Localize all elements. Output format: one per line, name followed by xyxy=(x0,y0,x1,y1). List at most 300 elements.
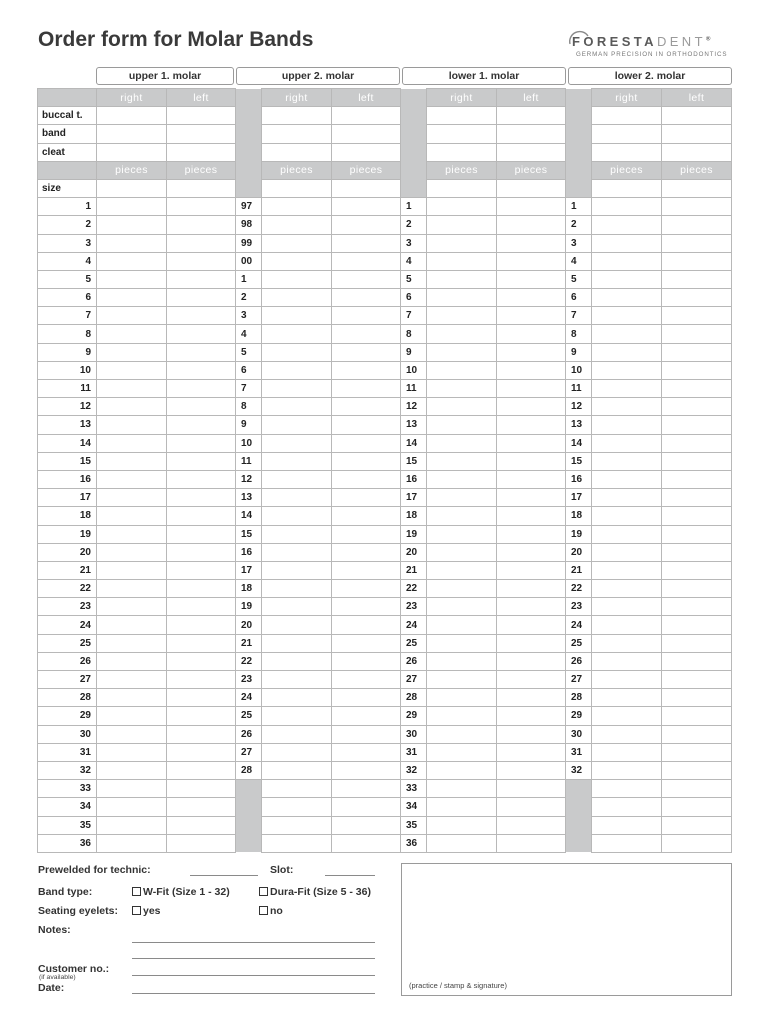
quantity-left-cell[interactable] xyxy=(497,616,566,634)
quantity-right-cell[interactable] xyxy=(262,780,332,798)
quantity-left-cell[interactable] xyxy=(332,761,401,779)
quantity-left-cell[interactable] xyxy=(662,398,732,416)
quantity-left-cell[interactable] xyxy=(497,470,566,488)
eyelets-yes-checkbox[interactable] xyxy=(132,906,141,915)
quantity-left-cell[interactable] xyxy=(167,398,236,416)
quantity-left-cell[interactable] xyxy=(662,598,732,616)
quantity-left-cell[interactable] xyxy=(332,216,401,234)
quantity-right-cell[interactable] xyxy=(97,543,167,561)
quantity-right-cell[interactable] xyxy=(427,598,497,616)
quantity-left-cell[interactable] xyxy=(662,798,732,816)
quantity-left-cell[interactable] xyxy=(497,270,566,288)
quantity-right-cell[interactable] xyxy=(592,525,662,543)
size-left-cell[interactable] xyxy=(167,179,236,197)
quantity-right-cell[interactable] xyxy=(262,761,332,779)
quantity-left-cell[interactable] xyxy=(332,416,401,434)
quantity-right-cell[interactable] xyxy=(427,198,497,216)
quantity-left-cell[interactable] xyxy=(332,507,401,525)
quantity-left-cell[interactable] xyxy=(332,616,401,634)
quantity-left-cell[interactable] xyxy=(662,325,732,343)
cleat-left-cell[interactable] xyxy=(332,143,401,161)
quantity-right-cell[interactable] xyxy=(427,216,497,234)
quantity-left-cell[interactable] xyxy=(662,434,732,452)
quantity-right-cell[interactable] xyxy=(592,361,662,379)
cleat-right-cell[interactable] xyxy=(262,143,332,161)
quantity-right-cell[interactable] xyxy=(427,743,497,761)
quantity-right-cell[interactable] xyxy=(97,561,167,579)
buccal-right-cell[interactable] xyxy=(427,107,497,125)
quantity-right-cell[interactable] xyxy=(97,452,167,470)
quantity-right-cell[interactable] xyxy=(97,598,167,616)
quantity-right-cell[interactable] xyxy=(262,671,332,689)
quantity-right-cell[interactable] xyxy=(97,361,167,379)
buccal-left-cell[interactable] xyxy=(167,107,236,125)
quantity-left-cell[interactable] xyxy=(167,543,236,561)
quantity-left-cell[interactable] xyxy=(662,543,732,561)
size-right-cell[interactable] xyxy=(427,179,497,197)
quantity-right-cell[interactable] xyxy=(262,325,332,343)
quantity-left-cell[interactable] xyxy=(332,543,401,561)
quantity-right-cell[interactable] xyxy=(427,707,497,725)
quantity-right-cell[interactable] xyxy=(592,198,662,216)
quantity-right-cell[interactable] xyxy=(97,307,167,325)
quantity-left-cell[interactable] xyxy=(497,325,566,343)
quantity-left-cell[interactable] xyxy=(167,234,236,252)
quantity-right-cell[interactable] xyxy=(97,434,167,452)
quantity-right-cell[interactable] xyxy=(97,634,167,652)
quantity-left-cell[interactable] xyxy=(662,361,732,379)
quantity-right-cell[interactable] xyxy=(262,798,332,816)
quantity-right-cell[interactable] xyxy=(592,543,662,561)
slot-field[interactable] xyxy=(325,875,375,876)
quantity-left-cell[interactable] xyxy=(167,216,236,234)
eyelets-no-checkbox[interactable] xyxy=(259,906,268,915)
quantity-left-cell[interactable] xyxy=(497,671,566,689)
quantity-right-cell[interactable] xyxy=(427,561,497,579)
quantity-right-cell[interactable] xyxy=(427,380,497,398)
stamp-signature-box[interactable] xyxy=(401,863,732,996)
quantity-left-cell[interactable] xyxy=(662,234,732,252)
quantity-right-cell[interactable] xyxy=(97,725,167,743)
quantity-left-cell[interactable] xyxy=(662,834,732,852)
quantity-left-cell[interactable] xyxy=(497,834,566,852)
quantity-left-cell[interactable] xyxy=(497,307,566,325)
size-left-cell[interactable] xyxy=(662,179,732,197)
quantity-left-cell[interactable] xyxy=(662,816,732,834)
quantity-left-cell[interactable] xyxy=(332,434,401,452)
quantity-right-cell[interactable] xyxy=(262,689,332,707)
quantity-right-cell[interactable] xyxy=(262,343,332,361)
quantity-right-cell[interactable] xyxy=(97,507,167,525)
buccal-right-cell[interactable] xyxy=(97,107,167,125)
quantity-right-cell[interactable] xyxy=(427,434,497,452)
quantity-right-cell[interactable] xyxy=(427,780,497,798)
quantity-left-cell[interactable] xyxy=(497,525,566,543)
size-left-cell[interactable] xyxy=(332,179,401,197)
quantity-left-cell[interactable] xyxy=(167,470,236,488)
quantity-right-cell[interactable] xyxy=(97,234,167,252)
quantity-left-cell[interactable] xyxy=(332,798,401,816)
notes-line-2[interactable] xyxy=(132,958,375,959)
quantity-right-cell[interactable] xyxy=(592,289,662,307)
quantity-right-cell[interactable] xyxy=(262,252,332,270)
quantity-right-cell[interactable] xyxy=(262,398,332,416)
quantity-left-cell[interactable] xyxy=(497,289,566,307)
quantity-right-cell[interactable] xyxy=(427,798,497,816)
quantity-left-cell[interactable] xyxy=(497,743,566,761)
quantity-left-cell[interactable] xyxy=(662,470,732,488)
quantity-left-cell[interactable] xyxy=(167,616,236,634)
quantity-left-cell[interactable] xyxy=(497,507,566,525)
quantity-left-cell[interactable] xyxy=(332,834,401,852)
quantity-right-cell[interactable] xyxy=(592,234,662,252)
quantity-right-cell[interactable] xyxy=(427,725,497,743)
quantity-right-cell[interactable] xyxy=(262,380,332,398)
cleat-left-cell[interactable] xyxy=(167,143,236,161)
quantity-right-cell[interactable] xyxy=(97,743,167,761)
quantity-left-cell[interactable] xyxy=(497,361,566,379)
quantity-right-cell[interactable] xyxy=(427,761,497,779)
quantity-left-cell[interactable] xyxy=(167,380,236,398)
quantity-right-cell[interactable] xyxy=(97,707,167,725)
quantity-right-cell[interactable] xyxy=(97,289,167,307)
quantity-left-cell[interactable] xyxy=(167,780,236,798)
quantity-left-cell[interactable] xyxy=(662,416,732,434)
quantity-right-cell[interactable] xyxy=(427,470,497,488)
quantity-right-cell[interactable] xyxy=(262,652,332,670)
quantity-right-cell[interactable] xyxy=(97,652,167,670)
quantity-left-cell[interactable] xyxy=(662,634,732,652)
quantity-left-cell[interactable] xyxy=(497,634,566,652)
quantity-left-cell[interactable] xyxy=(497,198,566,216)
quantity-right-cell[interactable] xyxy=(262,489,332,507)
quantity-left-cell[interactable] xyxy=(167,671,236,689)
quantity-left-cell[interactable] xyxy=(332,398,401,416)
quantity-left-cell[interactable] xyxy=(332,325,401,343)
quantity-left-cell[interactable] xyxy=(662,580,732,598)
cleat-left-cell[interactable] xyxy=(497,143,566,161)
quantity-left-cell[interactable] xyxy=(497,561,566,579)
quantity-left-cell[interactable] xyxy=(332,816,401,834)
quantity-right-cell[interactable] xyxy=(97,616,167,634)
quantity-right-cell[interactable] xyxy=(97,325,167,343)
quantity-right-cell[interactable] xyxy=(427,580,497,598)
quantity-right-cell[interactable] xyxy=(262,198,332,216)
prewelded-field[interactable] xyxy=(190,875,258,876)
wfit-option[interactable]: W-Fit (Size 1 - 32) xyxy=(132,886,230,898)
quantity-right-cell[interactable] xyxy=(262,725,332,743)
quantity-right-cell[interactable] xyxy=(592,580,662,598)
quantity-left-cell[interactable] xyxy=(497,380,566,398)
quantity-right-cell[interactable] xyxy=(427,834,497,852)
quantity-right-cell[interactable] xyxy=(592,798,662,816)
quantity-left-cell[interactable] xyxy=(167,489,236,507)
quantity-left-cell[interactable] xyxy=(497,434,566,452)
band-right-cell[interactable] xyxy=(97,125,167,143)
quantity-right-cell[interactable] xyxy=(262,598,332,616)
quantity-left-cell[interactable] xyxy=(332,452,401,470)
quantity-left-cell[interactable] xyxy=(332,489,401,507)
size-left-cell[interactable] xyxy=(497,179,566,197)
eyelets-no-option[interactable]: no xyxy=(259,905,283,917)
quantity-left-cell[interactable] xyxy=(167,361,236,379)
quantity-left-cell[interactable] xyxy=(332,743,401,761)
quantity-right-cell[interactable] xyxy=(592,743,662,761)
quantity-left-cell[interactable] xyxy=(167,798,236,816)
quantity-left-cell[interactable] xyxy=(662,216,732,234)
quantity-left-cell[interactable] xyxy=(662,725,732,743)
quantity-right-cell[interactable] xyxy=(262,307,332,325)
quantity-left-cell[interactable] xyxy=(167,507,236,525)
quantity-left-cell[interactable] xyxy=(662,616,732,634)
quantity-left-cell[interactable] xyxy=(332,343,401,361)
quantity-right-cell[interactable] xyxy=(592,616,662,634)
quantity-left-cell[interactable] xyxy=(662,761,732,779)
quantity-left-cell[interactable] xyxy=(167,634,236,652)
notes-line-1[interactable] xyxy=(132,942,375,943)
quantity-left-cell[interactable] xyxy=(662,743,732,761)
quantity-left-cell[interactable] xyxy=(167,652,236,670)
quantity-left-cell[interactable] xyxy=(332,198,401,216)
quantity-left-cell[interactable] xyxy=(497,652,566,670)
quantity-left-cell[interactable] xyxy=(167,343,236,361)
quantity-right-cell[interactable] xyxy=(592,689,662,707)
quantity-right-cell[interactable] xyxy=(427,398,497,416)
quantity-right-cell[interactable] xyxy=(97,380,167,398)
quantity-left-cell[interactable] xyxy=(332,561,401,579)
buccal-right-cell[interactable] xyxy=(592,107,662,125)
quantity-right-cell[interactable] xyxy=(97,834,167,852)
quantity-left-cell[interactable] xyxy=(332,671,401,689)
quantity-right-cell[interactable] xyxy=(592,634,662,652)
quantity-left-cell[interactable] xyxy=(497,689,566,707)
size-right-cell[interactable] xyxy=(592,179,662,197)
quantity-left-cell[interactable] xyxy=(332,707,401,725)
quantity-left-cell[interactable] xyxy=(662,780,732,798)
wfit-checkbox[interactable] xyxy=(132,887,141,896)
quantity-right-cell[interactable] xyxy=(592,416,662,434)
band-right-cell[interactable] xyxy=(592,125,662,143)
quantity-right-cell[interactable] xyxy=(427,234,497,252)
quantity-right-cell[interactable] xyxy=(427,671,497,689)
quantity-left-cell[interactable] xyxy=(332,380,401,398)
quantity-right-cell[interactable] xyxy=(97,216,167,234)
quantity-left-cell[interactable] xyxy=(167,598,236,616)
quantity-left-cell[interactable] xyxy=(662,289,732,307)
quantity-right-cell[interactable] xyxy=(262,289,332,307)
quantity-right-cell[interactable] xyxy=(427,489,497,507)
quantity-right-cell[interactable] xyxy=(427,270,497,288)
quantity-right-cell[interactable] xyxy=(427,289,497,307)
quantity-left-cell[interactable] xyxy=(332,470,401,488)
quantity-left-cell[interactable] xyxy=(332,525,401,543)
quantity-left-cell[interactable] xyxy=(167,452,236,470)
quantity-left-cell[interactable] xyxy=(497,452,566,470)
buccal-right-cell[interactable] xyxy=(262,107,332,125)
quantity-left-cell[interactable] xyxy=(167,198,236,216)
quantity-left-cell[interactable] xyxy=(332,270,401,288)
quantity-left-cell[interactable] xyxy=(167,325,236,343)
quantity-left-cell[interactable] xyxy=(662,671,732,689)
quantity-right-cell[interactable] xyxy=(427,307,497,325)
quantity-left-cell[interactable] xyxy=(662,652,732,670)
quantity-left-cell[interactable] xyxy=(332,634,401,652)
buccal-left-cell[interactable] xyxy=(332,107,401,125)
quantity-right-cell[interactable] xyxy=(262,543,332,561)
quantity-left-cell[interactable] xyxy=(332,234,401,252)
quantity-right-cell[interactable] xyxy=(592,834,662,852)
quantity-right-cell[interactable] xyxy=(97,416,167,434)
quantity-right-cell[interactable] xyxy=(97,780,167,798)
quantity-left-cell[interactable] xyxy=(332,598,401,616)
quantity-right-cell[interactable] xyxy=(592,561,662,579)
quantity-left-cell[interactable] xyxy=(332,307,401,325)
cleat-right-cell[interactable] xyxy=(97,143,167,161)
buccal-left-cell[interactable] xyxy=(497,107,566,125)
quantity-left-cell[interactable] xyxy=(662,380,732,398)
quantity-right-cell[interactable] xyxy=(592,507,662,525)
quantity-right-cell[interactable] xyxy=(262,361,332,379)
quantity-left-cell[interactable] xyxy=(497,343,566,361)
quantity-left-cell[interactable] xyxy=(167,816,236,834)
quantity-right-cell[interactable] xyxy=(262,416,332,434)
band-right-cell[interactable] xyxy=(262,125,332,143)
quantity-left-cell[interactable] xyxy=(497,598,566,616)
customer-field[interactable] xyxy=(132,975,375,976)
quantity-left-cell[interactable] xyxy=(167,580,236,598)
date-field[interactable] xyxy=(132,993,375,994)
eyelets-yes-option[interactable]: yes xyxy=(132,905,161,917)
quantity-right-cell[interactable] xyxy=(427,325,497,343)
quantity-right-cell[interactable] xyxy=(427,525,497,543)
quantity-right-cell[interactable] xyxy=(262,470,332,488)
quantity-left-cell[interactable] xyxy=(662,198,732,216)
quantity-right-cell[interactable] xyxy=(592,343,662,361)
quantity-left-cell[interactable] xyxy=(497,798,566,816)
quantity-left-cell[interactable] xyxy=(497,725,566,743)
quantity-left-cell[interactable] xyxy=(662,270,732,288)
quantity-right-cell[interactable] xyxy=(427,616,497,634)
quantity-left-cell[interactable] xyxy=(332,289,401,307)
quantity-left-cell[interactable] xyxy=(167,689,236,707)
quantity-left-cell[interactable] xyxy=(167,761,236,779)
quantity-left-cell[interactable] xyxy=(662,452,732,470)
cleat-right-cell[interactable] xyxy=(592,143,662,161)
quantity-right-cell[interactable] xyxy=(592,216,662,234)
quantity-left-cell[interactable] xyxy=(167,561,236,579)
quantity-right-cell[interactable] xyxy=(97,580,167,598)
quantity-right-cell[interactable] xyxy=(427,652,497,670)
quantity-left-cell[interactable] xyxy=(662,252,732,270)
quantity-left-cell[interactable] xyxy=(332,780,401,798)
quantity-left-cell[interactable] xyxy=(497,252,566,270)
quantity-right-cell[interactable] xyxy=(427,543,497,561)
quantity-right-cell[interactable] xyxy=(427,452,497,470)
band-left-cell[interactable] xyxy=(662,125,732,143)
quantity-right-cell[interactable] xyxy=(97,489,167,507)
quantity-left-cell[interactable] xyxy=(662,525,732,543)
quantity-right-cell[interactable] xyxy=(262,234,332,252)
quantity-right-cell[interactable] xyxy=(97,398,167,416)
cleat-right-cell[interactable] xyxy=(427,143,497,161)
quantity-right-cell[interactable] xyxy=(592,307,662,325)
quantity-left-cell[interactable] xyxy=(167,252,236,270)
quantity-right-cell[interactable] xyxy=(592,707,662,725)
quantity-right-cell[interactable] xyxy=(262,525,332,543)
quantity-left-cell[interactable] xyxy=(167,416,236,434)
quantity-left-cell[interactable] xyxy=(662,561,732,579)
quantity-right-cell[interactable] xyxy=(592,470,662,488)
quantity-right-cell[interactable] xyxy=(427,416,497,434)
quantity-right-cell[interactable] xyxy=(427,689,497,707)
quantity-right-cell[interactable] xyxy=(262,816,332,834)
quantity-left-cell[interactable] xyxy=(167,743,236,761)
quantity-right-cell[interactable] xyxy=(262,743,332,761)
quantity-right-cell[interactable] xyxy=(427,361,497,379)
quantity-left-cell[interactable] xyxy=(497,398,566,416)
quantity-right-cell[interactable] xyxy=(592,761,662,779)
quantity-right-cell[interactable] xyxy=(592,252,662,270)
quantity-right-cell[interactable] xyxy=(592,671,662,689)
quantity-right-cell[interactable] xyxy=(97,270,167,288)
quantity-left-cell[interactable] xyxy=(167,307,236,325)
band-left-cell[interactable] xyxy=(332,125,401,143)
quantity-right-cell[interactable] xyxy=(97,798,167,816)
quantity-left-cell[interactable] xyxy=(662,307,732,325)
quantity-left-cell[interactable] xyxy=(662,507,732,525)
quantity-left-cell[interactable] xyxy=(662,689,732,707)
quantity-left-cell[interactable] xyxy=(167,270,236,288)
quantity-left-cell[interactable] xyxy=(167,525,236,543)
quantity-right-cell[interactable] xyxy=(427,252,497,270)
quantity-right-cell[interactable] xyxy=(427,816,497,834)
quantity-left-cell[interactable] xyxy=(167,725,236,743)
cleat-left-cell[interactable] xyxy=(662,143,732,161)
band-left-cell[interactable] xyxy=(497,125,566,143)
quantity-right-cell[interactable] xyxy=(97,671,167,689)
quantity-left-cell[interactable] xyxy=(662,707,732,725)
buccal-left-cell[interactable] xyxy=(662,107,732,125)
quantity-right-cell[interactable] xyxy=(262,616,332,634)
quantity-right-cell[interactable] xyxy=(592,398,662,416)
quantity-right-cell[interactable] xyxy=(592,325,662,343)
quantity-left-cell[interactable] xyxy=(332,652,401,670)
quantity-left-cell[interactable] xyxy=(332,252,401,270)
quantity-right-cell[interactable] xyxy=(592,489,662,507)
quantity-left-cell[interactable] xyxy=(332,725,401,743)
quantity-right-cell[interactable] xyxy=(592,816,662,834)
quantity-right-cell[interactable] xyxy=(97,816,167,834)
quantity-right-cell[interactable] xyxy=(262,634,332,652)
quantity-left-cell[interactable] xyxy=(497,580,566,598)
quantity-left-cell[interactable] xyxy=(497,543,566,561)
band-right-cell[interactable] xyxy=(427,125,497,143)
quantity-right-cell[interactable] xyxy=(262,580,332,598)
quantity-left-cell[interactable] xyxy=(332,361,401,379)
quantity-right-cell[interactable] xyxy=(262,270,332,288)
quantity-right-cell[interactable] xyxy=(262,561,332,579)
size-right-cell[interactable] xyxy=(262,179,332,197)
quantity-left-cell[interactable] xyxy=(167,707,236,725)
quantity-left-cell[interactable] xyxy=(662,489,732,507)
band-left-cell[interactable] xyxy=(167,125,236,143)
quantity-right-cell[interactable] xyxy=(592,780,662,798)
quantity-left-cell[interactable] xyxy=(497,707,566,725)
quantity-left-cell[interactable] xyxy=(497,761,566,779)
quantity-left-cell[interactable] xyxy=(497,816,566,834)
quantity-right-cell[interactable] xyxy=(592,434,662,452)
quantity-right-cell[interactable] xyxy=(592,725,662,743)
